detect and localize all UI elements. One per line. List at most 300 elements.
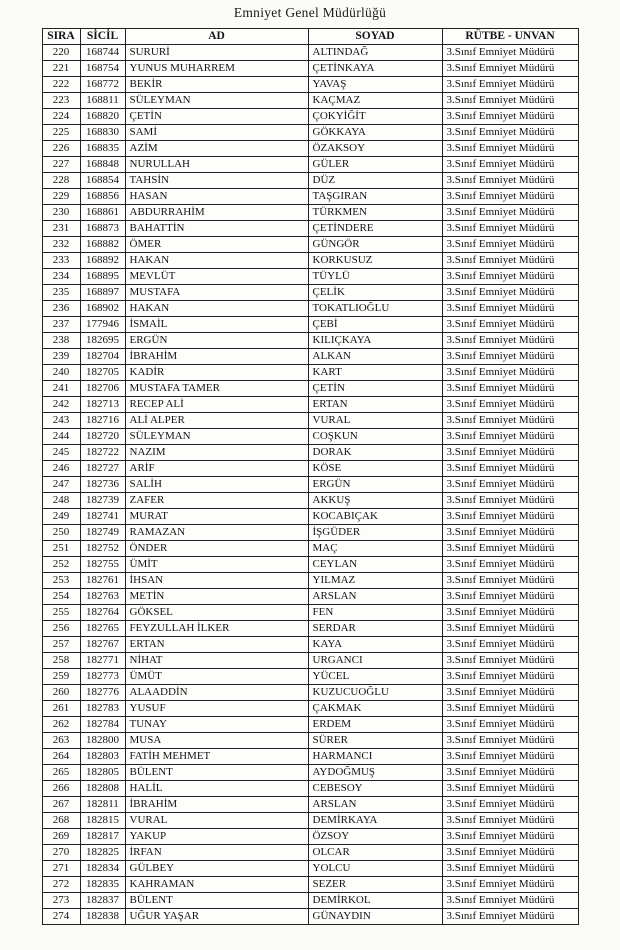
- ad-cell: ÖMER: [125, 237, 308, 253]
- soyad-cell: KOCABIÇAK: [308, 509, 442, 525]
- sira-cell: 225: [42, 125, 80, 141]
- ad-cell: YUSUF: [125, 701, 308, 717]
- ad-cell: FATİH MEHMET: [125, 749, 308, 765]
- table-row: [42, 669, 578, 685]
- table-row: [42, 173, 578, 189]
- rutbe-unvan-cell: 3.Sınıf Emniyet Müdürü: [442, 573, 578, 589]
- soyad-cell: MAÇ: [308, 541, 442, 557]
- rutbe-unvan-cell: 3.Sınıf Emniyet Müdürü: [442, 141, 578, 157]
- ad-cell: İBRAHİM: [125, 797, 308, 813]
- ad-cell: ERGÜN: [125, 333, 308, 349]
- ad-cell: HASAN: [125, 189, 308, 205]
- ad-cell: YAKUP: [125, 829, 308, 845]
- sicil-cell: 182771: [80, 653, 125, 669]
- rutbe-unvan-cell: 3.Sınıf Emniyet Müdürü: [442, 669, 578, 685]
- rutbe-unvan-cell: 3.Sınıf Emniyet Müdürü: [442, 861, 578, 877]
- soyad-cell: ALKAN: [308, 349, 442, 365]
- table-row: [42, 701, 578, 717]
- sira-cell: 243: [42, 413, 80, 429]
- sira-cell: 272: [42, 877, 80, 893]
- rutbe-unvan-cell: 3.Sınıf Emniyet Müdürü: [442, 301, 578, 317]
- soyad-cell: OLCAR: [308, 845, 442, 861]
- table-row: [42, 845, 578, 861]
- ad-cell: ÜMİT: [125, 557, 308, 573]
- ad-cell: İBRAHİM: [125, 349, 308, 365]
- column-header-rutbe-unvan: RÜTBE - UNVAN: [442, 29, 578, 45]
- sicil-cell: 168811: [80, 93, 125, 109]
- ad-cell: AZİM: [125, 141, 308, 157]
- soyad-cell: HARMANCI: [308, 749, 442, 765]
- table-row: [42, 781, 578, 797]
- rutbe-unvan-cell: 3.Sınıf Emniyet Müdürü: [442, 893, 578, 909]
- table-row: [42, 733, 578, 749]
- ad-cell: ÜMÜT: [125, 669, 308, 685]
- sira-cell: 273: [42, 893, 80, 909]
- ad-cell: SURURİ: [125, 45, 308, 61]
- soyad-cell: ERTAN: [308, 397, 442, 413]
- ad-cell: ALAADDİN: [125, 685, 308, 701]
- sira-cell: 266: [42, 781, 80, 797]
- soyad-cell: TÜYLÜ: [308, 269, 442, 285]
- sira-cell: 237: [42, 317, 80, 333]
- sira-cell: 264: [42, 749, 80, 765]
- rutbe-unvan-cell: 3.Sınıf Emniyet Müdürü: [442, 541, 578, 557]
- ad-cell: İRFAN: [125, 845, 308, 861]
- sira-cell: 227: [42, 157, 80, 173]
- table-row: [42, 829, 578, 845]
- ad-cell: MUSTAFA TAMER: [125, 381, 308, 397]
- soyad-cell: KORKUSUZ: [308, 253, 442, 269]
- soyad-cell: DÜZ: [308, 173, 442, 189]
- ad-cell: TAHSİN: [125, 173, 308, 189]
- sira-cell: 253: [42, 573, 80, 589]
- rutbe-unvan-cell: 3.Sınıf Emniyet Müdürü: [442, 221, 578, 237]
- sicil-cell: 168820: [80, 109, 125, 125]
- sicil-cell: 182800: [80, 733, 125, 749]
- table-row: [42, 365, 578, 381]
- sira-cell: 230: [42, 205, 80, 221]
- sicil-cell: 182741: [80, 509, 125, 525]
- rutbe-unvan-cell: 3.Sınıf Emniyet Müdürü: [442, 397, 578, 413]
- table-row: [42, 301, 578, 317]
- sicil-cell: 168873: [80, 221, 125, 237]
- table-row: [42, 205, 578, 221]
- soyad-cell: ÇELİK: [308, 285, 442, 301]
- table-row: [42, 493, 578, 509]
- soyad-cell: TÜRKMEN: [308, 205, 442, 221]
- sira-cell: 221: [42, 61, 80, 77]
- sira-cell: 259: [42, 669, 80, 685]
- ad-cell: SALİH: [125, 477, 308, 493]
- ad-cell: SÜLEYMAN: [125, 429, 308, 445]
- table-row: [42, 445, 578, 461]
- soyad-cell: KÖSE: [308, 461, 442, 477]
- soyad-cell: AKKUŞ: [308, 493, 442, 509]
- soyad-cell: FEN: [308, 605, 442, 621]
- table-row: [42, 877, 578, 893]
- sira-cell: 251: [42, 541, 80, 557]
- table-row: [42, 189, 578, 205]
- sicil-cell: 168892: [80, 253, 125, 269]
- rutbe-unvan-cell: 3.Sınıf Emniyet Müdürü: [442, 413, 578, 429]
- sicil-cell: 182837: [80, 893, 125, 909]
- sicil-cell: 182752: [80, 541, 125, 557]
- sicil-cell: 182834: [80, 861, 125, 877]
- table-row: [42, 477, 578, 493]
- soyad-cell: ÇAKMAK: [308, 701, 442, 717]
- sira-cell: 220: [42, 45, 80, 61]
- rutbe-unvan-cell: 3.Sınıf Emniyet Müdürü: [442, 685, 578, 701]
- ad-cell: GÖKSEL: [125, 605, 308, 621]
- sicil-cell: 182716: [80, 413, 125, 429]
- ad-cell: MUSA: [125, 733, 308, 749]
- ad-cell: FEYZULLAH İLKER: [125, 621, 308, 637]
- table-row: [42, 909, 578, 925]
- sicil-cell: 182835: [80, 877, 125, 893]
- table-row: [42, 349, 578, 365]
- rutbe-unvan-cell: 3.Sınıf Emniyet Müdürü: [442, 877, 578, 893]
- table-row: [42, 653, 578, 669]
- rutbe-unvan-cell: 3.Sınıf Emniyet Müdürü: [442, 557, 578, 573]
- sira-cell: 236: [42, 301, 80, 317]
- sira-cell: 257: [42, 637, 80, 653]
- table-row: [42, 141, 578, 157]
- table-row: [42, 413, 578, 429]
- rutbe-unvan-cell: 3.Sınıf Emniyet Müdürü: [442, 509, 578, 525]
- rutbe-unvan-cell: 3.Sınıf Emniyet Müdürü: [442, 253, 578, 269]
- ad-cell: BÜLENT: [125, 893, 308, 909]
- sira-cell: 239: [42, 349, 80, 365]
- ad-cell: ÇETİN: [125, 109, 308, 125]
- table-row: [42, 397, 578, 413]
- ad-cell: ALİ ALPER: [125, 413, 308, 429]
- sicil-cell: 182776: [80, 685, 125, 701]
- table-row: [42, 621, 578, 637]
- sira-cell: 245: [42, 445, 80, 461]
- soyad-cell: GÜNAYDIN: [308, 909, 442, 925]
- rutbe-unvan-cell: 3.Sınıf Emniyet Müdürü: [442, 733, 578, 749]
- sicil-cell: 168754: [80, 61, 125, 77]
- sicil-cell: 182767: [80, 637, 125, 653]
- sicil-cell: 168861: [80, 205, 125, 221]
- soyad-cell: ÇEBİ: [308, 317, 442, 333]
- table-row: [42, 125, 578, 141]
- ad-cell: MURAT: [125, 509, 308, 525]
- ad-cell: TUNAY: [125, 717, 308, 733]
- soyad-cell: AYDOĞMUŞ: [308, 765, 442, 781]
- sira-cell: 267: [42, 797, 80, 813]
- table-row: [42, 253, 578, 269]
- table-row: [42, 61, 578, 77]
- sicil-cell: 168848: [80, 157, 125, 173]
- rutbe-unvan-cell: 3.Sınıf Emniyet Müdürü: [442, 749, 578, 765]
- rutbe-unvan-cell: 3.Sınıf Emniyet Müdürü: [442, 637, 578, 653]
- sira-cell: 240: [42, 365, 80, 381]
- table-row: [42, 861, 578, 877]
- sicil-cell: 182736: [80, 477, 125, 493]
- sicil-cell: 168835: [80, 141, 125, 157]
- sira-cell: 256: [42, 621, 80, 637]
- table-row: [42, 109, 578, 125]
- sira-cell: 262: [42, 717, 80, 733]
- rutbe-unvan-cell: 3.Sınıf Emniyet Müdürü: [442, 909, 578, 925]
- sira-cell: 229: [42, 189, 80, 205]
- table-row: [42, 221, 578, 237]
- ad-cell: NİHAT: [125, 653, 308, 669]
- sira-cell: 242: [42, 397, 80, 413]
- soyad-cell: TAŞGIRAN: [308, 189, 442, 205]
- soyad-cell: VURAL: [308, 413, 442, 429]
- sira-cell: 268: [42, 813, 80, 829]
- table-row: [42, 237, 578, 253]
- ad-cell: MUSTAFA: [125, 285, 308, 301]
- header-row: [42, 29, 578, 45]
- soyad-cell: YÜCEL: [308, 669, 442, 685]
- rutbe-unvan-cell: 3.Sınıf Emniyet Müdürü: [442, 701, 578, 717]
- sicil-cell: 182720: [80, 429, 125, 445]
- table-row: [42, 813, 578, 829]
- sira-cell: 249: [42, 509, 80, 525]
- sira-cell: 235: [42, 285, 80, 301]
- rutbe-unvan-cell: 3.Sınıf Emniyet Müdürü: [442, 525, 578, 541]
- sicil-cell: 182803: [80, 749, 125, 765]
- sicil-cell: 182784: [80, 717, 125, 733]
- ad-cell: RECEP ALİ: [125, 397, 308, 413]
- sicil-cell: 182706: [80, 381, 125, 397]
- sicil-cell: 168830: [80, 125, 125, 141]
- ad-cell: BEKİR: [125, 77, 308, 93]
- table-row: [42, 541, 578, 557]
- sicil-cell: 182808: [80, 781, 125, 797]
- table-row: [42, 93, 578, 109]
- rutbe-unvan-cell: 3.Sınıf Emniyet Müdürü: [442, 77, 578, 93]
- rutbe-unvan-cell: 3.Sınıf Emniyet Müdürü: [442, 365, 578, 381]
- rutbe-unvan-cell: 3.Sınıf Emniyet Müdürü: [442, 493, 578, 509]
- sicil-cell: 182815: [80, 813, 125, 829]
- sira-cell: 258: [42, 653, 80, 669]
- soyad-cell: ÇETİNDERE: [308, 221, 442, 237]
- sicil-cell: 182695: [80, 333, 125, 349]
- table-row: [42, 461, 578, 477]
- column-header-soyad: SOYAD: [308, 29, 442, 45]
- sicil-cell: 182713: [80, 397, 125, 413]
- soyad-cell: SÜRER: [308, 733, 442, 749]
- ad-cell: İHSAN: [125, 573, 308, 589]
- column-header-ad: AD: [125, 29, 308, 45]
- ad-cell: RAMAZAN: [125, 525, 308, 541]
- sicil-cell: 168856: [80, 189, 125, 205]
- column-header-sira: SIRA: [42, 29, 80, 45]
- sicil-cell: 182811: [80, 797, 125, 813]
- rutbe-unvan-cell: 3.Sınıf Emniyet Müdürü: [442, 461, 578, 477]
- sicil-cell: 182761: [80, 573, 125, 589]
- sira-cell: 270: [42, 845, 80, 861]
- rutbe-unvan-cell: 3.Sınıf Emniyet Müdürü: [442, 61, 578, 77]
- sicil-cell: 182749: [80, 525, 125, 541]
- ad-cell: ARİF: [125, 461, 308, 477]
- rutbe-unvan-cell: 3.Sınıf Emniyet Müdürü: [442, 813, 578, 829]
- sira-cell: 233: [42, 253, 80, 269]
- sira-cell: 252: [42, 557, 80, 573]
- page-title: Emniyet Genel Müdürlüğü: [233, 5, 387, 20]
- sicil-cell: 182764: [80, 605, 125, 621]
- rutbe-unvan-cell: 3.Sınıf Emniyet Müdürü: [442, 605, 578, 621]
- sicil-cell: 182825: [80, 845, 125, 861]
- rutbe-unvan-cell: 3.Sınıf Emniyet Müdürü: [442, 45, 578, 61]
- table-row: [42, 157, 578, 173]
- sira-cell: 260: [42, 685, 80, 701]
- table-row: [42, 893, 578, 909]
- soyad-cell: KUZUCUOĞLU: [308, 685, 442, 701]
- ad-cell: ERTAN: [125, 637, 308, 653]
- sira-cell: 224: [42, 109, 80, 125]
- sira-cell: 247: [42, 477, 80, 493]
- table-row: [42, 381, 578, 397]
- soyad-cell: SEZER: [308, 877, 442, 893]
- sira-cell: 250: [42, 525, 80, 541]
- soyad-cell: CEBESOY: [308, 781, 442, 797]
- sicil-cell: 168882: [80, 237, 125, 253]
- ad-cell: GÜLBEY: [125, 861, 308, 877]
- sicil-cell: 182773: [80, 669, 125, 685]
- rutbe-unvan-cell: 3.Sınıf Emniyet Müdürü: [442, 381, 578, 397]
- table-row: [42, 77, 578, 93]
- soyad-cell: DORAK: [308, 445, 442, 461]
- table-row: [42, 285, 578, 301]
- sicil-cell: 182783: [80, 701, 125, 717]
- table-row: [42, 525, 578, 541]
- ad-cell: NURULLAH: [125, 157, 308, 173]
- personnel-table: [42, 28, 579, 925]
- rutbe-unvan-cell: 3.Sınıf Emniyet Müdürü: [442, 189, 578, 205]
- sira-cell: 238: [42, 333, 80, 349]
- rutbe-unvan-cell: 3.Sınıf Emniyet Müdürü: [442, 781, 578, 797]
- rutbe-unvan-cell: 3.Sınıf Emniyet Müdürü: [442, 269, 578, 285]
- ad-cell: MEVLÜT: [125, 269, 308, 285]
- sicil-cell: 168902: [80, 301, 125, 317]
- ad-cell: ABDURRAHİM: [125, 205, 308, 221]
- column-header-sicil: SİCİL: [80, 29, 125, 45]
- sira-cell: 269: [42, 829, 80, 845]
- rutbe-unvan-cell: 3.Sınıf Emniyet Müdürü: [442, 109, 578, 125]
- soyad-cell: TOKATLIOĞLU: [308, 301, 442, 317]
- table-header: [42, 29, 578, 45]
- ad-cell: HAKAN: [125, 301, 308, 317]
- sira-cell: 226: [42, 141, 80, 157]
- sicil-cell: 182722: [80, 445, 125, 461]
- sicil-cell: 168897: [80, 285, 125, 301]
- rutbe-unvan-cell: 3.Sınıf Emniyet Müdürü: [442, 765, 578, 781]
- ad-cell: ÖNDER: [125, 541, 308, 557]
- sicil-cell: 177946: [80, 317, 125, 333]
- ad-cell: HALİL: [125, 781, 308, 797]
- sicil-cell: 182704: [80, 349, 125, 365]
- rutbe-unvan-cell: 3.Sınıf Emniyet Müdürü: [442, 285, 578, 301]
- soyad-cell: CEYLAN: [308, 557, 442, 573]
- sicil-cell: 182705: [80, 365, 125, 381]
- rutbe-unvan-cell: 3.Sınıf Emniyet Müdürü: [442, 717, 578, 733]
- sicil-cell: 182739: [80, 493, 125, 509]
- rutbe-unvan-cell: 3.Sınıf Emniyet Müdürü: [442, 477, 578, 493]
- sicil-cell: 182765: [80, 621, 125, 637]
- rutbe-unvan-cell: 3.Sınıf Emniyet Müdürü: [442, 621, 578, 637]
- soyad-cell: KAÇMAZ: [308, 93, 442, 109]
- table-row: [42, 717, 578, 733]
- ad-cell: VURAL: [125, 813, 308, 829]
- table-row: [42, 605, 578, 621]
- ad-cell: SAMİ: [125, 125, 308, 141]
- soyad-cell: YILMAZ: [308, 573, 442, 589]
- sira-cell: 234: [42, 269, 80, 285]
- soyad-cell: GÜNGÖR: [308, 237, 442, 253]
- sicil-cell: 182805: [80, 765, 125, 781]
- table-row: [42, 589, 578, 605]
- soyad-cell: YOLCU: [308, 861, 442, 877]
- soyad-cell: ARSLAN: [308, 589, 442, 605]
- sicil-cell: 168744: [80, 45, 125, 61]
- ad-cell: İSMAİL: [125, 317, 308, 333]
- rutbe-unvan-cell: 3.Sınıf Emniyet Müdürü: [442, 445, 578, 461]
- rutbe-unvan-cell: 3.Sınıf Emniyet Müdürü: [442, 845, 578, 861]
- soyad-cell: DEMİRKAYA: [308, 813, 442, 829]
- table-row: [42, 685, 578, 701]
- soyad-cell: İŞGÜDER: [308, 525, 442, 541]
- sira-cell: 231: [42, 221, 80, 237]
- sira-cell: 254: [42, 589, 80, 605]
- soyad-cell: GÖKKAYA: [308, 125, 442, 141]
- table-row: [42, 333, 578, 349]
- soyad-cell: KILIÇKAYA: [308, 333, 442, 349]
- soyad-cell: DEMİRKOL: [308, 893, 442, 909]
- ad-cell: UĞUR YAŞAR: [125, 909, 308, 925]
- soyad-cell: GÜLER: [308, 157, 442, 173]
- sicil-cell: 168772: [80, 77, 125, 93]
- rutbe-unvan-cell: 3.Sınıf Emniyet Müdürü: [442, 125, 578, 141]
- rutbe-unvan-cell: 3.Sınıf Emniyet Müdürü: [442, 237, 578, 253]
- rutbe-unvan-cell: 3.Sınıf Emniyet Müdürü: [442, 797, 578, 813]
- soyad-cell: URGANCI: [308, 653, 442, 669]
- table-row: [42, 429, 578, 445]
- sira-cell: 274: [42, 909, 80, 925]
- sicil-cell: 182838: [80, 909, 125, 925]
- rutbe-unvan-cell: 3.Sınıf Emniyet Müdürü: [442, 429, 578, 445]
- rutbe-unvan-cell: 3.Sınıf Emniyet Müdürü: [442, 317, 578, 333]
- ad-cell: NAZIM: [125, 445, 308, 461]
- soyad-cell: SERDAR: [308, 621, 442, 637]
- soyad-cell: ÇOKYİĞİT: [308, 109, 442, 125]
- sira-cell: 241: [42, 381, 80, 397]
- sira-cell: 261: [42, 701, 80, 717]
- soyad-cell: ERDEM: [308, 717, 442, 733]
- soyad-cell: KART: [308, 365, 442, 381]
- ad-cell: KAHRAMAN: [125, 877, 308, 893]
- rutbe-unvan-cell: 3.Sınıf Emniyet Müdürü: [442, 589, 578, 605]
- rutbe-unvan-cell: 3.Sınıf Emniyet Müdürü: [442, 333, 578, 349]
- soyad-cell: COŞKUN: [308, 429, 442, 445]
- table-row: [42, 45, 578, 61]
- sicil-cell: 182817: [80, 829, 125, 845]
- sira-cell: 222: [42, 77, 80, 93]
- sira-cell: 263: [42, 733, 80, 749]
- soyad-cell: YAVAŞ: [308, 77, 442, 93]
- sira-cell: 248: [42, 493, 80, 509]
- ad-cell: YUNUS MUHARREM: [125, 61, 308, 77]
- table-row: [42, 573, 578, 589]
- ad-cell: ZAFER: [125, 493, 308, 509]
- sira-cell: 223: [42, 93, 80, 109]
- table-row: [42, 637, 578, 653]
- rutbe-unvan-cell: 3.Sınıf Emniyet Müdürü: [442, 173, 578, 189]
